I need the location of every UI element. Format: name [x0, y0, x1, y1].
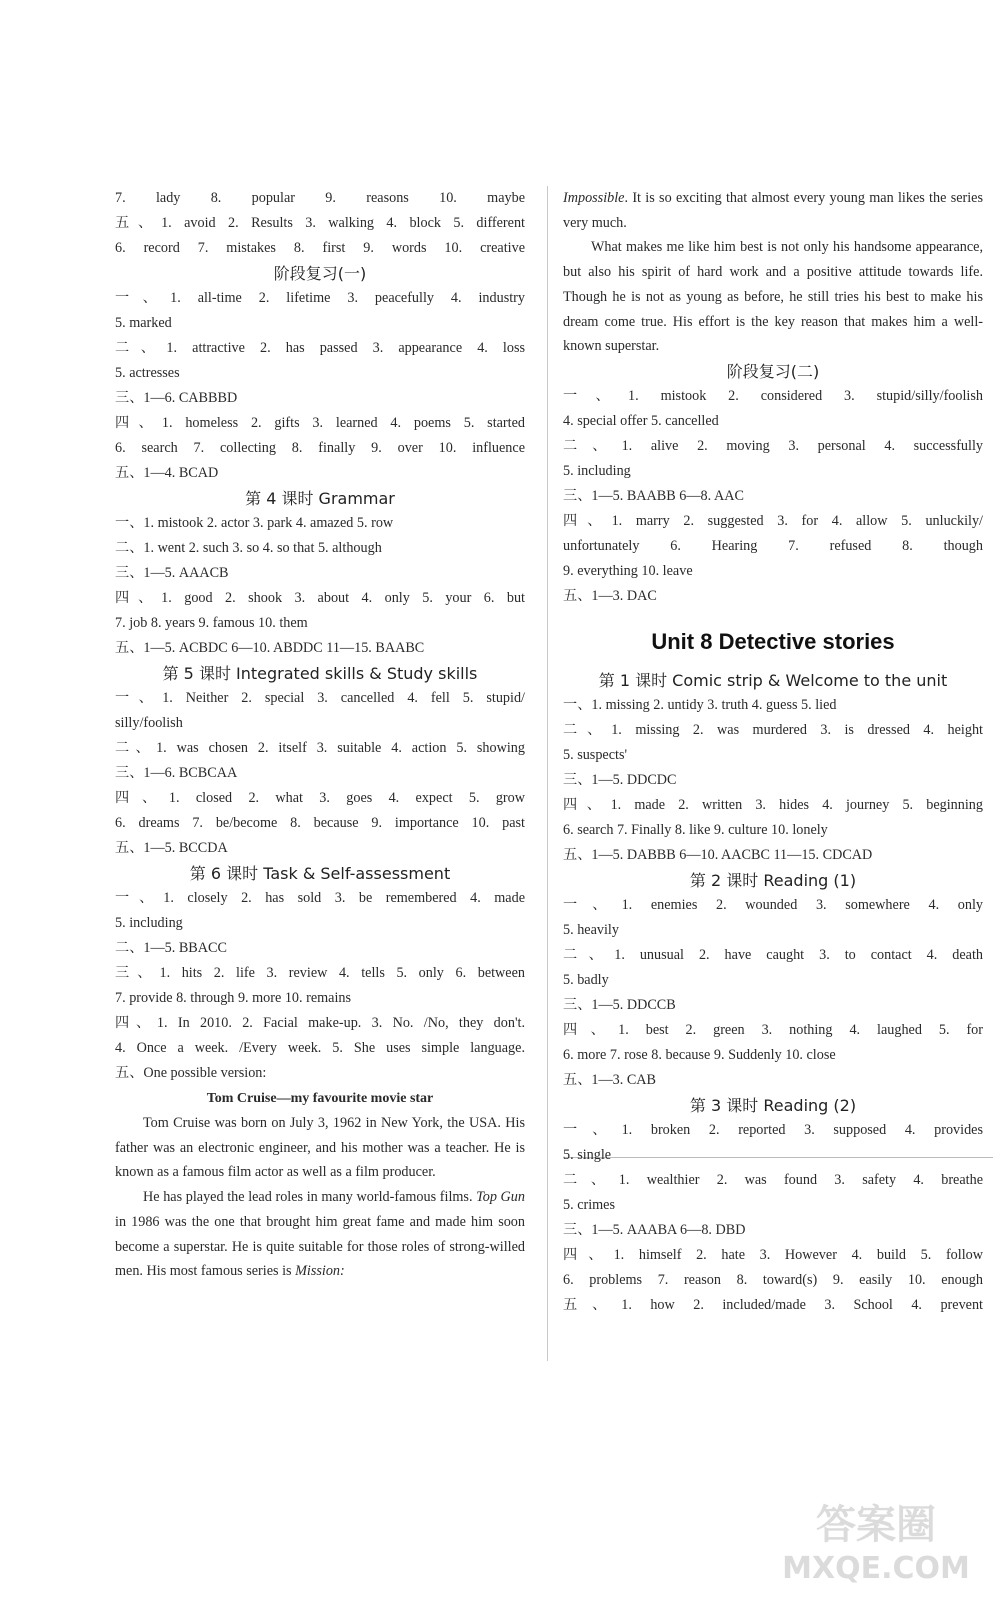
- answer-line: 6. search 7. collecting 8. finally 9. over 10. influence: [115, 440, 525, 456]
- section-heading-u8-lesson-3: 第 3 课时 Reading (2): [689, 1095, 857, 1115]
- answer-line: 一、1. mistook 2. considered 3. stupid/silly/foolish: [563, 387, 983, 404]
- watermark-url: MXQE.COM: [782, 1551, 970, 1586]
- answer-line: 5. heavily: [563, 921, 619, 938]
- answer-line: 5. including: [563, 462, 631, 479]
- answer-line: 6. record 7. mistakes 8. first 9. words 10. creative: [115, 240, 525, 256]
- answer-line: 5. marked: [115, 315, 172, 331]
- answer-line: 三、1—5. AAACB: [115, 565, 229, 581]
- answer-line: 四、1. made 2. written 3. hides 4. journey 5. beginning: [563, 796, 983, 813]
- section-heading-review-2: 阶段复习(二): [726, 361, 820, 381]
- essay-paragraph-3: What makes me like him best is not only his handsome appearance, but also his spirit of hard work and a positive attitude towards life. Though he is not as young as before, he still tries his best to make his dream come true. His effort is the key reason that makes him a well-known superstar.: [563, 239, 983, 355]
- answer-line: 三、1—5. DDCCB: [563, 996, 676, 1013]
- section-heading-u8-lesson-2: 第 2 课时 Reading (1): [689, 870, 857, 890]
- answer-line: 四、1. best 2. green 3. nothing 4. laughed 5. for: [563, 1021, 983, 1038]
- answer-line: 二、1. missing 2. was murdered 3. is dressed 4. height: [563, 721, 983, 738]
- answer-line: 一、1. closely 2. has sold 3. be remembered 4. made: [115, 890, 525, 906]
- essay-title: Tom Cruise—my favourite movie star: [206, 1091, 434, 1106]
- answer-line: 4. special offer 5. cancelled: [563, 412, 719, 429]
- answer-line: 三、1—5. DDCDC: [563, 771, 677, 788]
- essay-paragraph-1: Tom Cruise was born on July 3, 1962 in New York, the USA. His father was an electronic engineer, and his mother was a teacher. He is known as a famous film actor as well as a film producer.: [115, 1115, 525, 1181]
- answer-line: 5. crimes: [563, 1196, 616, 1213]
- film-title: Mission:: [295, 1263, 345, 1280]
- answer-line: 四、1. himself 2. hate 3. However 4. build 5. follow: [563, 1246, 983, 1263]
- watermark-logo: [776, 1490, 976, 1590]
- answer-line: 五、1—3. CAB: [563, 1071, 657, 1088]
- answer-line: 7. provide 8. through 9. more 10. remains: [115, 990, 352, 1006]
- answer-line: 一、1. missing 2. untidy 3. truth 4. guess 5. lied: [563, 696, 837, 713]
- film-title: Impossible: [563, 190, 625, 206]
- answer-line: unfortunately 6. Hearing 7. refused 8. though: [563, 537, 983, 554]
- answer-line: 五、1. how 2. included/made 3. School 4. prevent: [563, 1296, 983, 1313]
- answer-line: 五、1—5. BCCDA: [115, 840, 228, 856]
- left-column: [115, 186, 525, 1284]
- answer-line: 四、1. In 2010. 2. Facial make-up. 3. No. /No, they don't.: [115, 1015, 525, 1031]
- unit-title: Unit 8 Detective stories: [651, 628, 895, 654]
- answer-line: 5. actresses: [115, 365, 180, 381]
- answer-line: 二、1. unusual 2. have caught 3. to contact 4. death: [563, 946, 983, 963]
- answer-line: 三、1—5. BAABB 6—8. AAC: [563, 487, 744, 504]
- essay-text: He has played the lead roles in many world-famous films.: [143, 1189, 477, 1206]
- answer-line: 五、1—5. ACBDC 6—10. ABDDC 11—15. BAABC: [115, 640, 425, 656]
- section-heading-review-1: 阶段复习(一): [273, 264, 367, 283]
- answer-line: 四、1. homeless 2. gifts 3. learned 4. poems 5. started: [115, 415, 525, 431]
- right-column: [563, 186, 983, 1318]
- section-heading-lesson-5: 第 5 课时 Integrated skills & Study skills: [162, 664, 478, 683]
- answer-line: 五、1—5. DABBB 6—10. AACBC 11—15. CDCAD: [563, 846, 873, 863]
- answer-line: 五、1—3. DAC: [563, 587, 657, 604]
- answer-line: 5. suspects': [563, 746, 628, 763]
- answer-line: 三、1—6. BCBCAA: [115, 765, 238, 781]
- answer-line: 7. job 8. years 9. famous 10. them: [115, 615, 308, 631]
- answer-line: 三、1—6. CABBBD: [115, 390, 238, 406]
- answer-line: 三、1—5. AAABA 6—8. DBD: [563, 1221, 746, 1238]
- essay-text: in 1986 was the one that brought him great fame and made him soon become a superstar. He is quite suitable for those roles of strong-willed men. His most famous series is: [115, 1213, 525, 1280]
- answer-line: 一、1. enemies 2. wounded 3. somewhere 4. only: [563, 896, 983, 913]
- answer-line: 一、1. all-time 2. lifetime 3. peacefully 4. industry: [115, 290, 525, 306]
- answer-line: 二、1. wealthier 2. was found 3. safety 4. breathe: [563, 1171, 983, 1188]
- answer-line: 五、1—4. BCAD: [115, 465, 219, 481]
- answer-line: 7. lady 8. popular 9. reasons 10. maybe: [115, 190, 525, 206]
- answer-line: 一、1. broken 2. reported 3. supposed 4. provides: [563, 1121, 983, 1138]
- answer-line: 6. dreams 7. be/become 8. because 9. importance 10. past: [115, 815, 525, 831]
- answer-line: 5. including: [115, 915, 183, 931]
- answer-line: 三、1. hits 2. life 3. review 4. tells 5. only 6. between: [115, 965, 525, 981]
- section-heading-u8-lesson-1: 第 1 课时 Comic strip & Welcome to the unit: [598, 670, 948, 690]
- answer-line: 四、1. good 2. shook 3. about 4. only 5. your 6. but: [115, 590, 525, 606]
- section-heading-lesson-4: 第 4 课时 Grammar: [245, 489, 395, 508]
- film-title: Top Gun: [476, 1189, 525, 1206]
- answer-line: 四、1. closed 2. what 3. goes 4. expect 5. grow: [115, 790, 525, 806]
- answer-line: 二、1. alive 2. moving 3. personal 4. successfully: [563, 437, 983, 454]
- answer-line: 一、1. mistook 2. actor 3. park 4. amazed 5. row: [115, 515, 394, 531]
- essay-paragraph-2: [115, 1185, 525, 1284]
- essay-continuation: [563, 186, 983, 235]
- answer-line: silly/foolish: [115, 715, 183, 731]
- essay-text: . It is so exciting that almost every young man likes the series very much.: [563, 190, 983, 231]
- answer-line: 5. single: [563, 1146, 612, 1163]
- answer-line: 二、1. attractive 2. has passed 3. appearance 4. loss: [115, 340, 525, 356]
- answer-line: 二、1. went 2. such 3. so 4. so that 5. although: [115, 540, 382, 556]
- answer-line: 6. problems 7. reason 8. toward(s) 9. easily 10. enough: [563, 1271, 983, 1288]
- answer-line: 四、1. marry 2. suggested 3. for 4. allow 5. unluckily/: [563, 512, 983, 529]
- watermark-text: 答案圈: [816, 1502, 936, 1548]
- answer-line: 6. search 7. Finally 8. like 9. culture 10. lonely: [563, 821, 828, 838]
- answer-line: 五、One possible version:: [115, 1065, 267, 1081]
- answer-line: 4. Once a week. /Every week. 5. She uses simple language.: [115, 1040, 525, 1056]
- answer-line: 二、1. was chosen 2. itself 3. suitable 4. action 5. showing: [115, 740, 525, 756]
- answer-line: 5. badly: [563, 971, 609, 988]
- answer-line: 6. more 7. rose 8. because 9. Suddenly 10. close: [563, 1046, 836, 1063]
- answer-line: 二、1—5. BBACC: [115, 940, 227, 956]
- answer-line: 9. everything 10. leave: [563, 562, 693, 579]
- column-divider: [547, 186, 548, 1361]
- answer-line: 一、1. Neither 2. special 3. cancelled 4. fell 5. stupid/: [115, 690, 525, 706]
- section-heading-lesson-6: 第 6 课时 Task & Self-assessment: [189, 864, 451, 883]
- answer-line: 五、1. avoid 2. Results 3. walking 4. block 5. different: [115, 215, 525, 231]
